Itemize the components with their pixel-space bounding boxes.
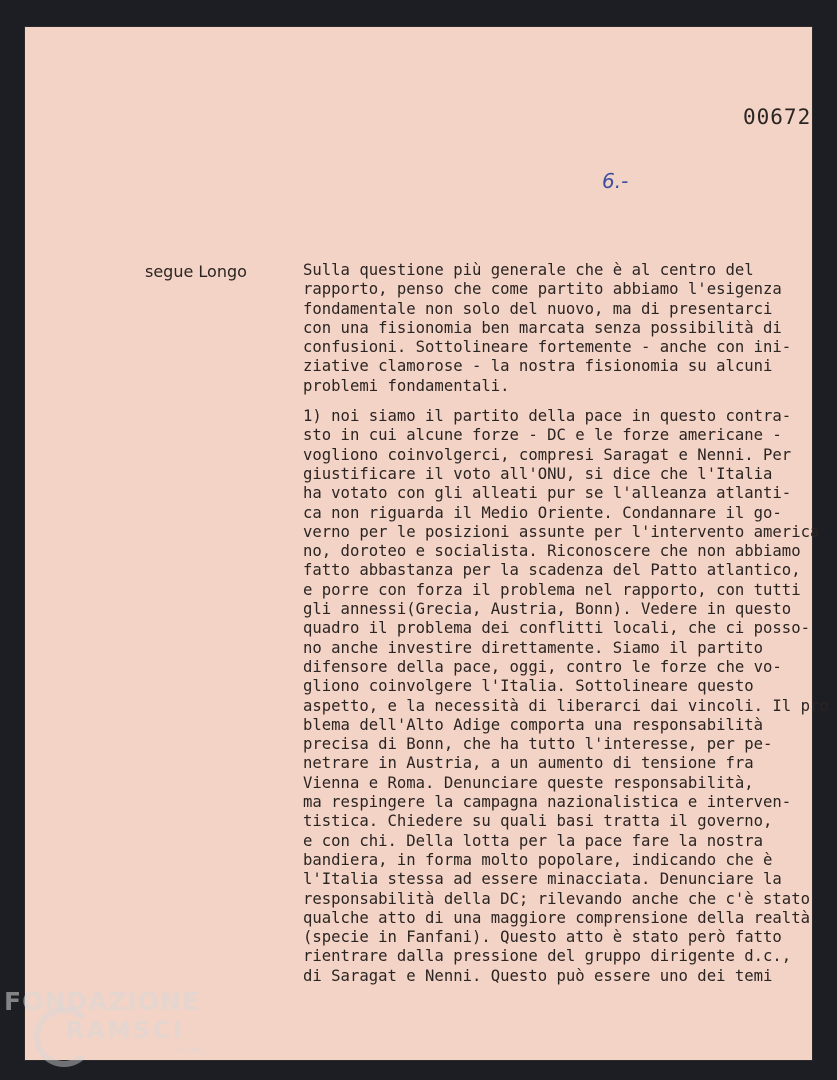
text-line: ha votato con gli alleati pur se l'alleanza atlanti- <box>303 484 792 503</box>
text-line: responsabilità della DC; rilevando anche che c'è stato <box>303 889 810 908</box>
text-line: bandiera, in forma molto popolare, indicando che è <box>303 850 773 869</box>
speaker-label: segue Longo <box>145 262 247 281</box>
text-line: blema dell'Alto Adige comporta una responsabilità <box>303 715 764 734</box>
fondazione-gramsci-watermark <box>4 987 203 1056</box>
text-line: netrare in Austria, a un aumento di tensione fra <box>303 754 754 773</box>
text-line: no anche investire direttamente. Siamo il partito <box>303 638 764 657</box>
text-line: tistica. Chiedere su quali basi tratta il governo, <box>303 812 773 831</box>
document-number: 00672 <box>743 105 812 129</box>
watermark-line-2: RAMSCI <box>66 1018 185 1044</box>
text-line: quadro il problema dei conflitti locali, che ci posso- <box>303 619 810 638</box>
text-line: qualche atto di una maggiore comprensione della realtà <box>303 908 810 927</box>
text-line: di Saragat e Nenni. Questo può essere uno dei temi <box>303 966 773 985</box>
typed-body-text <box>303 261 829 997</box>
text-line: gli annessi(Grecia, Austria, Bonn). Vedere in questo <box>303 600 792 619</box>
text-line: gliono coinvolgere l'Italia. Sottolineare questo <box>303 677 754 696</box>
text-line: difensore della pace, oggi, contro le forze che vo- <box>303 657 782 676</box>
text-line: e porre con forza il problema nel rapporto, con tutti <box>303 580 801 599</box>
text-line: Sulla questione più generale che è al centro del <box>303 261 754 279</box>
text-line: ma respingere la campagna nazionalistica e interven- <box>303 793 792 812</box>
watermark-line-3: onlus <box>176 1045 203 1056</box>
text-line: vogliono coinvolgerci, compresi Saragat e Nenni. Per <box>303 445 792 464</box>
text-line: problemi fondamentali. <box>303 376 510 395</box>
paragraph <box>303 407 829 986</box>
text-line: verno per le posizioni assunte per l'intervento america <box>303 522 820 541</box>
text-line: Vienna e Roma. Denunciare queste responsabilità, <box>303 773 754 792</box>
text-line: confusioni. Sottolineare fortemente - anche con ini- <box>303 338 792 357</box>
text-line: precisa di Bonn, che ha tutto l'interesse, per pe- <box>303 735 773 754</box>
text-line: no, doroteo e socialista. Riconoscere che non abbiamo <box>303 542 801 561</box>
watermark-line-1: FONDAZIONE <box>4 987 201 1016</box>
text-line: e con chi. Della lotta per la pace fare la nostra <box>303 831 764 850</box>
text-line: rapporto, penso che come partito abbiamo l'esigenza <box>303 280 782 299</box>
text-line: aspetto, e la necessità di liberarci dai vincoli. Il pro <box>303 696 829 715</box>
text-line: (specie in Fanfani). Questo atto è stato però fatto <box>303 928 782 947</box>
text-line: fondamentale non solo del nuovo, ma di presentarci <box>303 299 773 318</box>
handwritten-page-number: 6.- <box>602 169 629 193</box>
text-line: con una fisionomia ben marcata senza possibilità di <box>303 318 782 337</box>
text-line: 1) noi siamo il partito della pace in questo contra- <box>303 407 792 426</box>
text-line: rientrare dalla pressione del gruppo dirigente d.c., <box>303 947 792 966</box>
paragraph <box>303 261 823 396</box>
text-line: fatto abbastanza per la scadenza del Patto atlantico, <box>303 561 801 580</box>
text-line: giustificare il voto all'ONU, si dice che l'Italia <box>303 464 773 483</box>
text-line: sto in cui alcune forze - DC e le forze americane - <box>303 426 782 445</box>
text-line: ziative clamorose - la nostra fisionomia su alcuni <box>303 357 773 376</box>
document-page <box>25 27 829 1060</box>
text-line: ca non riguarda il Medio Oriente. Condannare il go- <box>303 503 782 522</box>
text-line: l'Italia stessa ad essere minacciata. Denunciare la <box>303 870 782 889</box>
